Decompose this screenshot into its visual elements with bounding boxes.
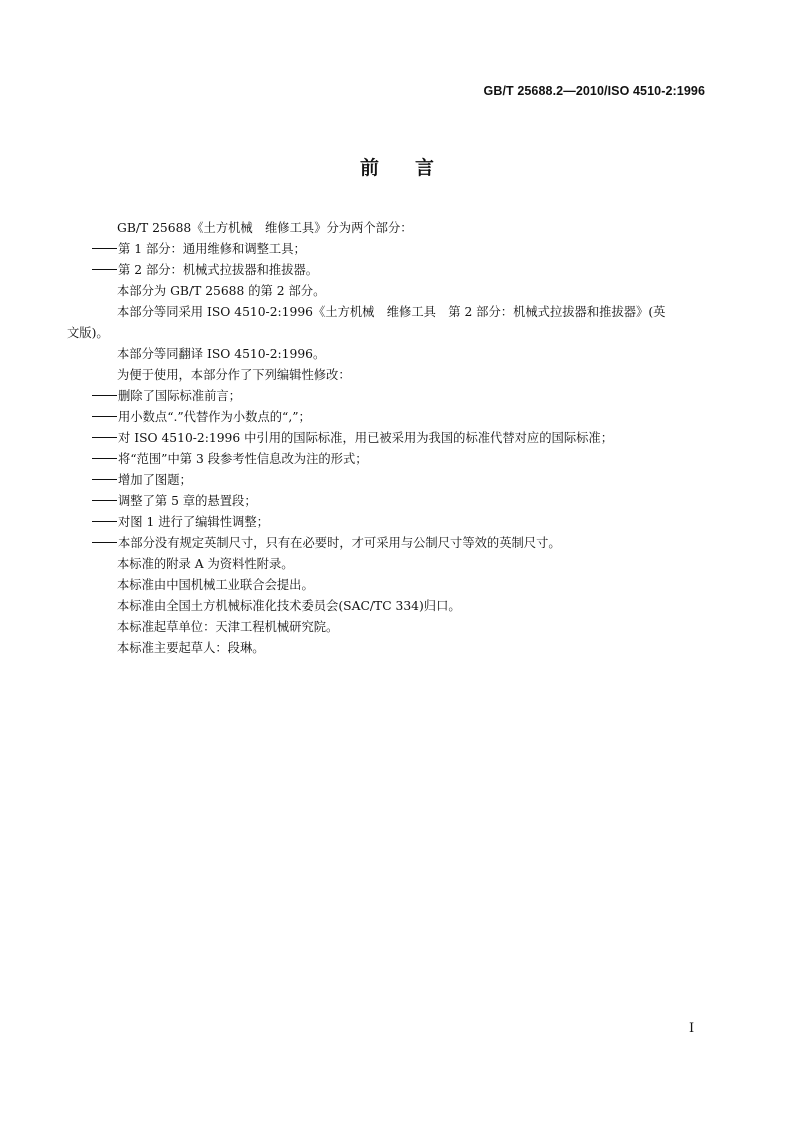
edits-list-item-text: 对 ISO 4510-2:1996 中引用的国际标准，用已被采用为我国的标准代替对应的国际标准； <box>118 431 614 445</box>
edits-list-item-text: 本部分没有规定英制尺寸，只有在必要时，才可采用与公制尺寸等效的英制尺寸。 <box>118 536 561 550</box>
drafting-unit-paragraph: 本标准起草单位：天津工程机械研究院。 <box>117 620 339 634</box>
foreword-body <box>67 218 706 659</box>
dash-bullet <box>92 269 117 270</box>
edits-list-item-text: 增加了图题； <box>118 473 192 487</box>
page-title: 前言 <box>359 157 470 179</box>
adoption-line-2: 文版)。 <box>67 326 109 340</box>
dash-bullet <box>92 437 117 438</box>
edits-list-item <box>92 428 706 449</box>
parts-list-item <box>92 260 706 281</box>
edits-list-item-text: 对图 1 进行了编辑性调整； <box>118 515 269 529</box>
dash-bullet <box>92 500 117 501</box>
edits-list-item <box>92 407 706 428</box>
edits-intro-paragraph: 为便于使用，本部分作了下列编辑性修改： <box>117 368 351 382</box>
dash-bullet <box>92 248 117 249</box>
edits-list-item <box>92 491 706 512</box>
parts-list-item-text: 第 2 部分：机械式拉拔器和推拔器。 <box>118 263 319 277</box>
dash-bullet <box>92 416 117 417</box>
standard-code-header: GB/T 25688.2—2010/ISO 4510-2:1996 <box>483 84 705 98</box>
edits-list-item-text: 将“范围”中第 3 段参考性信息改为注的形式； <box>118 452 368 466</box>
proposed-by-paragraph: 本标准由中国机械工业联合会提出。 <box>117 578 314 592</box>
translation-paragraph: 本部分等同翻译 ISO 4510-2:1996。 <box>117 347 326 361</box>
adoption-line-1: 本部分等同采用 ISO 4510-2:1996《土方机械 维修工具 第 2 部分：机械式拉拔器和推拔器》(英 <box>117 305 666 319</box>
edits-list-item <box>92 449 706 470</box>
parts-list-item <box>92 239 706 260</box>
edits-list-item-text: 调整了第 5 章的悬置段； <box>118 494 257 508</box>
drafters-paragraph: 本标准主要起草人：段琳。 <box>117 641 265 655</box>
edits-list-item <box>92 470 706 491</box>
dash-bullet <box>92 395 117 396</box>
dash-bullet <box>92 479 117 480</box>
edits-list-item-text: 用小数点“.”代替作为小数点的“,”； <box>118 410 311 424</box>
dash-bullet <box>92 542 117 543</box>
intro-paragraph: GB/T 25688《土方机械 维修工具》分为两个部分： <box>117 221 413 235</box>
parts-list-item-text: 第 1 部分：通用维修和调整工具； <box>118 242 306 256</box>
page-number: Ⅰ <box>689 1021 695 1036</box>
edits-list-item <box>92 386 706 407</box>
edits-list-item-text: 删除了国际标准前言； <box>118 389 241 403</box>
dash-bullet <box>92 521 117 522</box>
edits-list-item <box>92 512 706 533</box>
edits-list-item <box>92 533 706 554</box>
part-statement-paragraph: 本部分为 GB/T 25688 的第 2 部分。 <box>117 284 326 298</box>
centralized-by-paragraph: 本标准由全国土方机械标准化技术委员会(SAC/TC 334)归口。 <box>117 599 461 613</box>
appendix-note-paragraph: 本标准的附录 A 为资料性附录。 <box>117 557 294 571</box>
dash-bullet <box>92 458 117 459</box>
adoption-paragraph <box>67 302 706 344</box>
